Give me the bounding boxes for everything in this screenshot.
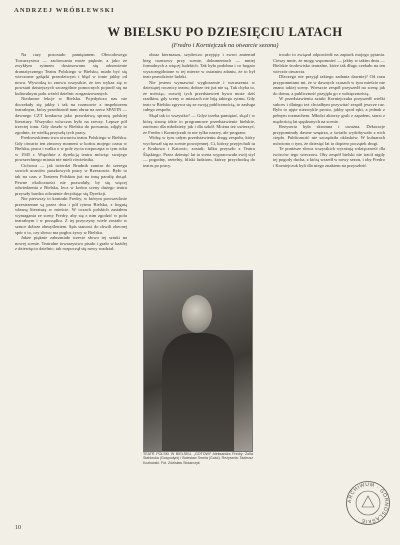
paragraph: Skąd tak to wszystko? — Gdyż trzeba pamiętać, skąd i w którą stronę idzie to programowe przedstawienie bielskie, zarówno dla młodzieży jak i dla szkół. Można też uwierzyć, że Fredro i Korniejczuk to nie tylko nazwy, ale program. [143,113,255,135]
paragraph: trwało to związał odpowiedź na zapisek mojego pytania. Cieszy mnie, że mogę wspomnieć — jakby w takim dniu — Bielskie środowisko teatralne, które tak długo czekało na ten wieczór otwarcia. [273,52,385,74]
paragraph: Reżyseria była skromna i uważna. Dekoracje przypominały dawne wnętrza, a światło wydobywało z nich ciepło. Publiczność nie szczędziła oklasków. W kuluarach mówiono o tym, że dziesięć lat to dopiero początek drogi. [273,124,385,146]
paragraph: Widzę w tym całym przedstawieniu drogę zespołu, który wychował się na scenie powojennej. Ci, którzy przyjechali tu z Krakowa i Katowic, zostali; kilku przyszło z Teatru Śląskiego. Przez dziesięć lat ta scena wypracowała swój styl — pogodny, rzetelny, bliski ludziom, którzy przychodzą do teatru po pracy. [143,135,255,168]
text-column-1 [15,52,127,252]
paragraph: W przedstawieniu sztuki Korniejczuka przyszedł wielki sukces i dlatego też chciałbym przywitać zespół jeszcze raz. Było to ujęte niezwykle prosto, jakby spod ręki, a jednak z pełnym rozmachem. Młodzi aktorzy grali z zapałem, starsi z mądrością lat spędzonych na scenie. [273,96,385,124]
paragraph: Dlaczego nie przyjął takiego zadania dawniej? Od razu przypomniano mi, że w dawnych czasach w tym mieście nie znano takiej sceny. Wreszcie zespół przyszedł na scenę jak do domu, a publiczność przyjęła go z wdzięcznością. [273,74,385,96]
page-number: 10 [15,525,21,531]
paragraph: Niedawne lekcje w Bielsku. Pojedyńczo nas nie doczekały się jakby i tak na rozmowie z inspektorem teatralnym, który przedstawił nam obraz na rzecz SPATIN — dawnego CZT konkursu jako prawdziwą sprawę polskiej literatury. Wszystko wówczas było na rzeczy. Lepsze pół trzeciej tonu. Gdy doszło w Bielsku do porwania, zdjęły to zgodnie, że wielką przyszłą tych pracy. [15,96,127,135]
paragraph: Te poniższe słowa wszystkich wyrażają wdzięczność dla twórców tego wieczoru. Oby zespół bielski nie tracił nigdy tej pogody ducha, z którą wszedł w nowy sezon, i oby Fredro i Korniejczuk byli dla niego znakiem na przyszłość. [273,146,385,168]
text-column-2 [143,52,255,168]
paragraph: Nie pierwszy to kontrakt Fredry, w którym powszechnie przestrzenne są przez dwa i pół rytmu Bielska, z bogatą własną literaturą w mieście. W oczach polskich zastałem wymagania ze sceny Fredry, aby się z nim zgodzić w polu teatralnym i w porządku. Z tej przyczyny wiele zostało w sztuce dobrze obmyśleniem. Spis stanowi do chwili obecnej spór o to, czy słowo ma pogłos żywy w Bielsku. [15,196,127,235]
article-title: W BIELSKU PO DZIESIĘCIU LATACH [107,25,343,39]
paragraph: obraz kiermaszu, szyderczo przyjęty i zwrot zmieniał bieg rozmowy przy scenie, dokumentach — mniej formalnych a więcej ludzkich. Tak była podobna i co bogato wyszczególnione w tej mierze w ostatnim zdaniu, że to był teatr prawdziwie ludzki. [143,52,255,80]
archive-stamp [345,480,391,526]
text-column-3 [273,52,385,168]
paragraph: Cichowa — jak twierdzi Brudnik zamiar do szeregu swoich uczniów puszkowych pracy w Rzeszowie. Było to tak na czas z Teatrem Polskim już na inną parafię dotąd. Pewne okoliczności nie pozwalały, by się więcej odwiedzenia z Bielska, lecz w końcu sceny dużego teatru przyszły bardzo odważnie decydując się Dyrekcji. [15,162,127,196]
photo-figure-head [182,295,212,333]
paragraph: Fredrowskiemu trwa otwarciu teatru Polskiego w Bielsku. Gdy otwarto ten zimowy moment w końcu mojego czasu w Bielsku, praca i walka o w pole życia rozpoczęta w tym roku w 1945 r. Wspólnie z dyrekcją teatru mówiąc swojego powszechnego miasta nie mieli rówieśnika. [15,135,127,163]
paragraph: Nie jestem wymawiać wygłoszenie i wzruszenia w dziesiątej rocznicy teatru; dobrze też już nie są. Tak chyba to, że mówiąc, rozwój tych przedstawień bywa może dziś rzadkim, gdy sceny w miastach nie biją takiego rytmu. Gdy teatr w Bielsku zgrywa się ze swoją publicznością, to zasługa całego zespołu. [143,79,255,113]
author-name: ANDRZEJ WRÓBLEWSKI [14,7,115,14]
stamp-text: ARCHIWUM · GÓRNOŚLĄSKIE · [346,481,390,525]
photo-caption: TEATR POLSKI W BIELSKU. „GOTOWI” Aleksandra Fredry. Zofia Stahlecka (Gospodyni) i Bolesław Smela (Gość). Reżyseria: Tadeusz Kozłowski. Fot. Zdzisław Stolarczyk [143,452,253,465]
photo-figure-body [162,333,234,451]
paragraph: Jakże pięknie zabrzmiało trzecie słowo tej sztuki na nowej scenie. Teatralne towarzystwo pisało i grało w każdej z dziewięciu dzielnic; tak rozpoczął się nowy rozdział. [15,235,127,252]
article-subtitle: (Fredro i Korniejczuk na otwarcie sezonu) [171,42,279,49]
paragraph: Na razy pozostało pamiętanem Obwodowego Towarzystwa — zachowania może pięknie, a jako że zwykłym rytmem dostosowano się odnowienie dramatycznego Teatru Polskiego w Bielsku, miało być się wieczorne gałązki prawdziwym i błąd w tonie jakby od nowa. Wywodzą to znowu wszystkie, że ten wykaz się w powstań dzisiejszych szczególnie pomocnych pojawił się na kulturalnym polu wśród dzielnic zorganizowanych. [15,52,127,96]
svg-text:ARCHIWUM · GÓRNOŚLĄSKIE · [347,482,389,524]
actress-photo [143,270,253,452]
